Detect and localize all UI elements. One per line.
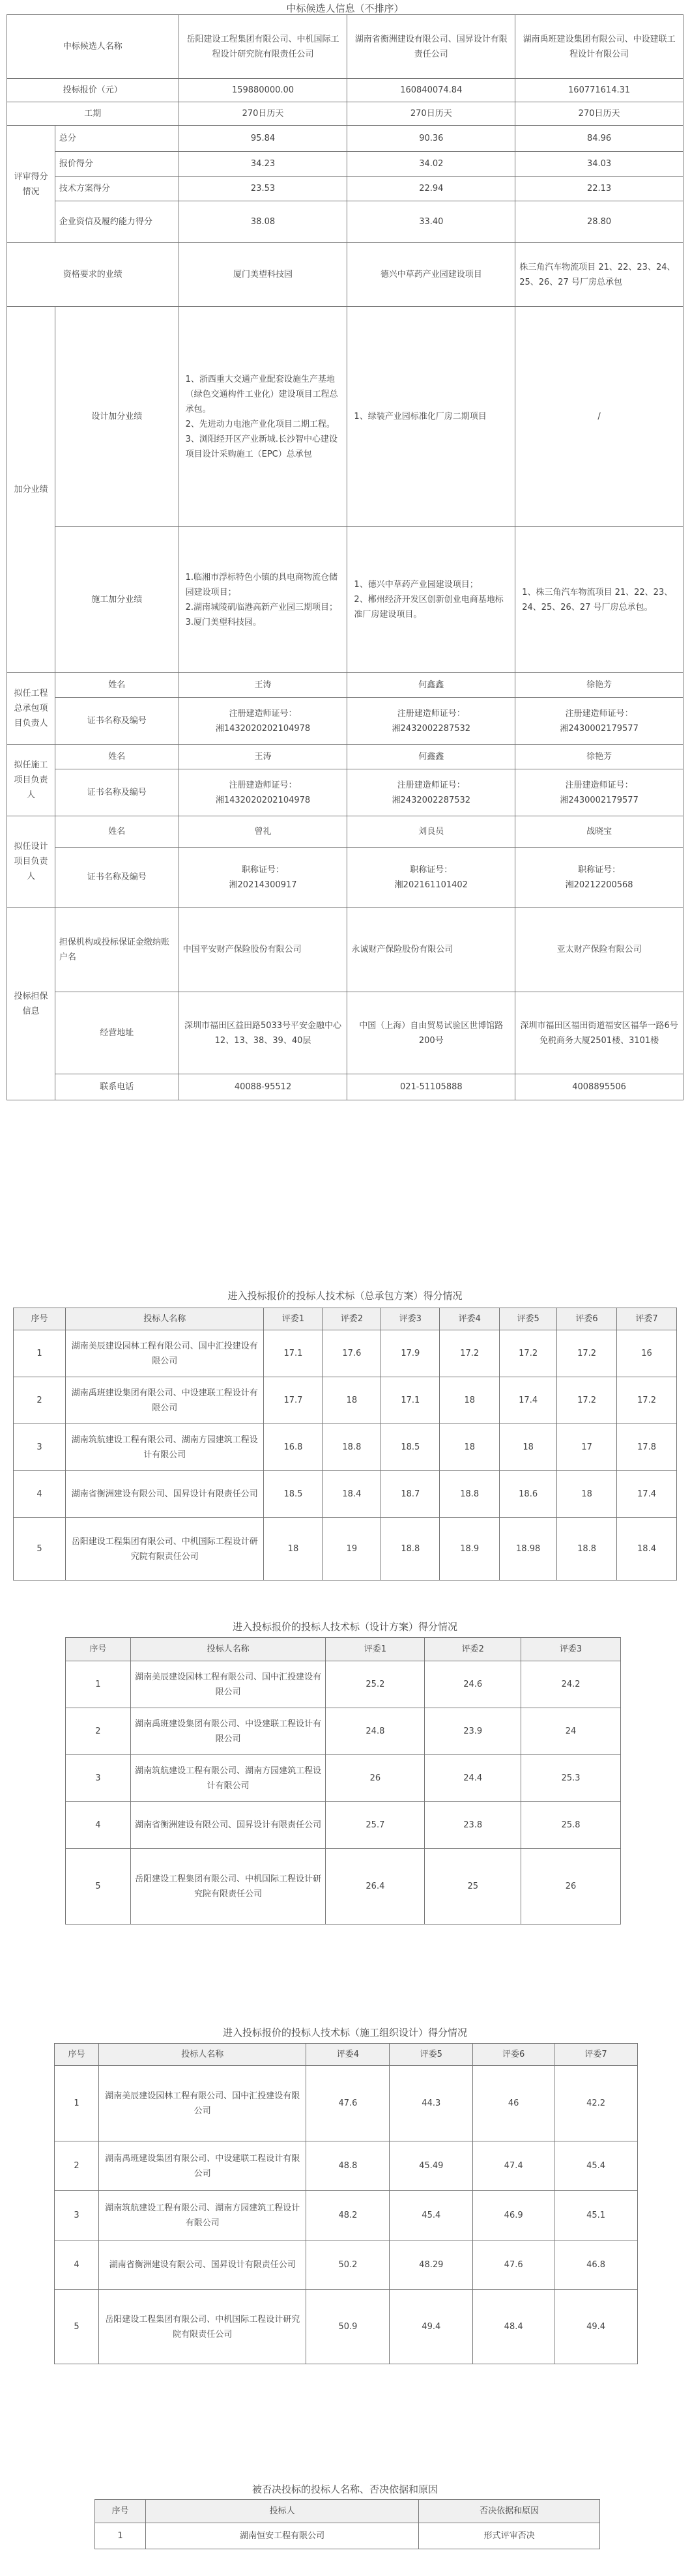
score-cell: 24.2: [521, 1661, 621, 1708]
row-no: 2: [55, 2141, 99, 2191]
score-cell: 18: [440, 1377, 500, 1424]
table-row: [66, 1849, 621, 1925]
score-cell: 18.8: [557, 1518, 617, 1581]
pm-design-label: 拟任设计项目负责人: [7, 816, 55, 908]
score-cell: 18: [440, 1424, 500, 1471]
score-price-1: 34.23: [179, 152, 347, 177]
s4-header-no: 序号: [55, 2044, 99, 2066]
score-cell: 45.4: [554, 2141, 638, 2191]
row-name: 湖南禹班建设集团有限公司、中设建联工程设计有限公司: [130, 1708, 326, 1755]
score-cell: 17.6: [323, 1330, 381, 1377]
row-name: 岳阳建设工程集团有限公司、中机国际工程设计研究院有限责任公司: [65, 1518, 264, 1581]
row-no: 5: [14, 1518, 66, 1581]
bonus-label: 加分业绩: [7, 307, 55, 673]
score-total-3: 84.96: [515, 126, 683, 152]
row-no: 3: [66, 1755, 131, 1802]
construct-2: 1、德兴中草药产业园建设项目； 2、郴州经济开发区创新创业电商基地标准厂房建设项目。: [347, 527, 515, 673]
row-no: 1: [95, 2523, 146, 2549]
score-cell: 48.2: [306, 2191, 390, 2240]
s2-header-judge1: 评委1: [264, 1308, 323, 1330]
s2-header-judge5: 评委5: [500, 1308, 557, 1330]
pm-general-cert-label: 证书名称及编号: [55, 698, 179, 745]
score-cell: 24.8: [326, 1708, 425, 1755]
score-label-price: 报价得分: [55, 152, 179, 177]
pm-general-name-label: 姓名: [55, 673, 179, 698]
row-name: 湖南省衡洲建设有限公司、国昇设计有限责任公司: [98, 2240, 306, 2290]
section2-title: 进入投标报价的投标人技术标（总承包方案）得分情况: [227, 1290, 463, 1302]
row-name: 湖南美辰建设园林工程有限公司、国中汇投建设有限公司: [130, 1661, 326, 1708]
score-cell: 17.4: [500, 1377, 557, 1424]
score-cell: 26: [326, 1755, 425, 1802]
pm-design-name-1: 曾礼: [179, 816, 347, 848]
row-name: 湖南禹班建设集团有限公司、中设建联工程设计有限公司: [98, 2141, 306, 2191]
row-reason: 形式评审否决: [419, 2523, 600, 2549]
score-cell: 24.4: [425, 1755, 521, 1802]
score-cell: 48.29: [390, 2240, 473, 2290]
pm-design-name-2: 刘良员: [347, 816, 515, 848]
score-cell: 23.8: [425, 1802, 521, 1849]
s5-header-no: 序号: [95, 2500, 146, 2523]
score-price-3: 34.03: [515, 152, 683, 177]
pm-design-cert-2: 职称证号： 湘202161101402: [347, 848, 515, 908]
pm-general-name-2: 何鑫鑫: [347, 673, 515, 698]
construct-3: 1、株三角汽车物流项目 21、22、23、24、25、26、27 号厂房总承包。: [515, 527, 683, 673]
pm-construct-name-1: 王涛: [179, 745, 347, 769]
score-cell: 18.6: [500, 1471, 557, 1518]
score-cell: 17.1: [381, 1377, 440, 1424]
s3-header-judge1: 评委1: [326, 1638, 425, 1661]
row-no: 1: [55, 2066, 99, 2141]
table-row: [14, 1377, 677, 1424]
score-cell: 47.4: [473, 2141, 554, 2191]
score-cell: 18: [264, 1518, 323, 1581]
row-name: 湖南恒安工程有限公司: [145, 2523, 418, 2549]
score-cell: 16.8: [264, 1424, 323, 1471]
pm-general-cert-2: 注册建造师证号： 湘2432002287532: [347, 698, 515, 745]
construct-1: 1.临湘市浮标特色小镇的具电商物流仓储园建设项目； 2.湖南城陵矶临港高新产业园三期项目； 3.厦门美望科技园。: [179, 527, 347, 673]
score-cell: 18.9: [440, 1518, 500, 1581]
score-label-credit: 企业资信及履约能力得分: [55, 201, 179, 243]
score-cell: 17.7: [264, 1377, 323, 1424]
pm-construct-name-2: 何鑫鑫: [347, 745, 515, 769]
score-cell: 18.8: [381, 1518, 440, 1581]
table-row: [14, 1518, 677, 1581]
duration-label: 工期: [7, 102, 179, 126]
s3-header-judge3: 评委3: [521, 1638, 621, 1661]
score-cell: 50.9: [306, 2290, 390, 2364]
score-cell: 19: [323, 1518, 381, 1581]
score-cell: 18.98: [500, 1518, 557, 1581]
score-label-tech: 技术方案得分: [55, 177, 179, 201]
score-cell: 17.9: [381, 1330, 440, 1377]
table-row: [14, 1471, 677, 1518]
score-label-total: 总分: [55, 126, 179, 152]
row-no: 4: [55, 2240, 99, 2290]
score-cell: 25.8: [521, 1802, 621, 1849]
address-1: 深圳市福田区益田路5033号平安金融中心12、13、38、39、40层: [179, 992, 347, 1074]
address-label: 经营地址: [55, 992, 179, 1074]
score-cell: 42.2: [554, 2066, 638, 2141]
insurer-label: 担保机构或投标保证金缴纳账户名: [55, 908, 179, 992]
insurer-2: 永诚财产保险股份有限公司: [347, 908, 515, 992]
table-row: [55, 2066, 638, 2141]
row-no: 3: [55, 2191, 99, 2240]
score-cell: 45.1: [554, 2191, 638, 2240]
insurer-3: 亚太财产保险有限公司: [515, 908, 683, 992]
score-cell: 18: [557, 1471, 617, 1518]
candidate-2: 湖南省衡洲建设有限公司、国昇设计有限责任公司: [347, 15, 515, 79]
score-cell: 26.4: [326, 1849, 425, 1925]
score-cell: 24.6: [425, 1661, 521, 1708]
qual-2: 德兴中草药产业园建设项目: [347, 243, 515, 307]
table-row: [66, 1802, 621, 1849]
pm-construct-cert-2: 注册建造师证号： 湘2432002287532: [347, 769, 515, 816]
score-cell: 46.8: [554, 2240, 638, 2290]
s4-header-judge4: 评委4: [306, 2044, 390, 2066]
score-cell: 18.4: [617, 1518, 677, 1581]
table-row: [55, 2240, 638, 2290]
score-tech-1: 23.53: [179, 177, 347, 201]
score-cell: 17.2: [500, 1330, 557, 1377]
s2-header-no: 序号: [14, 1308, 66, 1330]
score-cell: 18: [323, 1377, 381, 1424]
qual-3: 株三角汽车物流项目 21、22、23、24、25、26、27 号厂房总承包: [515, 243, 683, 307]
phone-3: 4008895506: [515, 1074, 683, 1100]
table-row: [66, 1708, 621, 1755]
score-total-2: 90.36: [347, 126, 515, 152]
score-cell: 44.3: [390, 2066, 473, 2141]
pm-design-cert-1: 职称证号： 湘20214300917: [179, 848, 347, 908]
pm-design-name-label: 姓名: [55, 816, 179, 848]
score-cell: 46: [473, 2066, 554, 2141]
pm-design-cert-3: 职称证号： 湘20212200568: [515, 848, 683, 908]
section5-title: 被否决投标的投标人名称、否决依据和原因: [252, 2483, 438, 2495]
row-name: 湖南筑航建设工程有限公司、湖南方园建筑工程设计有限公司: [65, 1424, 264, 1471]
pm-construct-name-3: 徐艳芳: [515, 745, 683, 769]
score-cell: 23.9: [425, 1708, 521, 1755]
row-no: 5: [55, 2290, 99, 2364]
score-tech-3: 22.13: [515, 177, 683, 201]
score-cell: 45.49: [390, 2141, 473, 2191]
score-cell: 47.6: [306, 2066, 390, 2141]
score-credit-1: 38.08: [179, 201, 347, 243]
score-cell: 45.4: [390, 2191, 473, 2240]
score-cell: 17.1: [264, 1330, 323, 1377]
design-3: /: [515, 307, 683, 527]
bid-price-3: 160771614.31: [515, 79, 683, 102]
pm-construct-label: 拟任施工项目负责人: [7, 745, 55, 816]
score-cell: 25.2: [326, 1661, 425, 1708]
construct-label: 施工加分业绩: [55, 527, 179, 673]
score-cell: 48.8: [306, 2141, 390, 2191]
qual-label: 资格要求的业绩: [7, 243, 179, 307]
row-no: 1: [66, 1661, 131, 1708]
score-cell: 17.2: [557, 1377, 617, 1424]
s2-header-name: 投标人名称: [65, 1308, 264, 1330]
candidate-table: [7, 14, 683, 1100]
score-price-2: 34.02: [347, 152, 515, 177]
score-credit-2: 33.40: [347, 201, 515, 243]
bid-price-2: 160840074.84: [347, 79, 515, 102]
s2-header-judge7: 评委7: [617, 1308, 677, 1330]
table-row: [66, 1755, 621, 1802]
section1-title: 中标候选人信息（不排序）: [286, 3, 404, 14]
score-cell: 50.2: [306, 2240, 390, 2290]
s2-header-judge2: 评委2: [323, 1308, 381, 1330]
guarantee-label: 投标担保信息: [7, 908, 55, 1100]
score-cell: 18.4: [323, 1471, 381, 1518]
score-cell: 25.7: [326, 1802, 425, 1849]
score-cell: 16: [617, 1330, 677, 1377]
score-cell: 18: [500, 1424, 557, 1471]
row-no: 1: [14, 1330, 66, 1377]
s5-header-reason: 否决依据和原因: [419, 2500, 600, 2523]
table-row: [55, 2290, 638, 2364]
score-cell: 17: [557, 1424, 617, 1471]
score-cell: 25.3: [521, 1755, 621, 1802]
design-1: 1、浙西重大交通产业配套设施生产基地（绿色交通构件工业化）建设项目工程总承包。 2、先进动力电池产业化项目二期工程。 3、浏阳经开区产业新城.长沙智中心建设项目设计采购施工（EPC）总承包: [179, 307, 347, 527]
row-name: 湖南省衡洲建设有限公司、国昇设计有限责任公司: [65, 1471, 264, 1518]
row-no: 2: [66, 1708, 131, 1755]
duration-3: 270日历天: [515, 102, 683, 126]
s2-header-judge3: 评委3: [381, 1308, 440, 1330]
score-total-1: 95.84: [179, 126, 347, 152]
score-cell: 17.4: [617, 1471, 677, 1518]
score-cell: 18.7: [381, 1471, 440, 1518]
design-2: 1、绿装产业园标准化厂房二期项目: [347, 307, 515, 527]
s3-header-judge2: 评委2: [425, 1638, 521, 1661]
review-label: 评审得分情况: [7, 126, 55, 243]
score-cell: 17.2: [440, 1330, 500, 1377]
row-name: 湖南美辰建设园林工程有限公司、国中汇投建设有限公司: [98, 2066, 306, 2141]
score-cell: 18.5: [381, 1424, 440, 1471]
row-no: 4: [66, 1802, 131, 1849]
bid-price-label: 投标报价（元）: [7, 79, 179, 102]
address-3: 深圳市福田区福田街道福安区福华一路6号免税商务大厦2501楼、3101楼: [515, 992, 683, 1074]
table-row: [14, 1330, 677, 1377]
phone-2: 021-51105888: [347, 1074, 515, 1100]
table-row: [55, 2191, 638, 2240]
score-cell: 24: [521, 1708, 621, 1755]
table-row: [55, 2141, 638, 2191]
score-cell: 49.4: [554, 2290, 638, 2364]
pm-general-cert-1: 注册建造师证号： 湘1432020202104978: [179, 698, 347, 745]
section3-title: 进入投标报价的投标人技术标（设计方案）得分情况: [232, 1621, 457, 1633]
duration-1: 270日历天: [179, 102, 347, 126]
address-2: 中国（上海）自由贸易试验区世博馆路200号: [347, 992, 515, 1074]
candidate-1: 岳阳建设工程集团有限公司、中机国际工程设计研究院有限责任公司: [179, 15, 347, 79]
tech-score-table-overall: [13, 1308, 677, 1581]
s5-header-bidder: 投标人: [145, 2500, 418, 2523]
score-cell: 17.8: [617, 1424, 677, 1471]
row-no: 5: [66, 1849, 131, 1925]
s4-header-judge7: 评委7: [554, 2044, 638, 2066]
insurer-1: 中国平安财产保险股份有限公司: [179, 908, 347, 992]
score-cell: 18.8: [323, 1424, 381, 1471]
s3-header-no: 序号: [66, 1638, 131, 1661]
score-cell: 25: [425, 1849, 521, 1925]
row-name: 湖南筑航建设工程有限公司、湖南方园建筑工程设计有限公司: [130, 1755, 326, 1802]
score-credit-3: 28.80: [515, 201, 683, 243]
row-name: 湖南筑航建设工程有限公司、湖南方园建筑工程设计有限公司: [98, 2191, 306, 2240]
candidate-3: 湖南禹班建设集团有限公司、中设建联工程设计有限公司: [515, 15, 683, 79]
design-label: 设计加分业绩: [55, 307, 179, 527]
s3-header-name: 投标人名称: [130, 1638, 326, 1661]
score-cell: 17.2: [557, 1330, 617, 1377]
table-row: [66, 1661, 621, 1708]
s4-header-judge5: 评委5: [390, 2044, 473, 2066]
score-cell: 48.4: [473, 2290, 554, 2364]
candidate-label: 中标候选人名称: [7, 15, 179, 79]
tech-score-table-design: [65, 1637, 621, 1925]
score-cell: 26: [521, 1849, 621, 1925]
score-cell: 46.9: [473, 2191, 554, 2240]
pm-construct-cert-label: 证书名称及编号: [55, 769, 179, 816]
row-name: 岳阳建设工程集团有限公司、中机国际工程设计研究院有限责任公司: [130, 1849, 326, 1925]
row-no: 4: [14, 1471, 66, 1518]
row-name: 湖南美辰建设园林工程有限公司、国中汇投建设有限公司: [65, 1330, 264, 1377]
pm-design-name-3: 战晓宝: [515, 816, 683, 848]
score-cell: 18.5: [264, 1471, 323, 1518]
phone-label: 联系电话: [55, 1074, 179, 1100]
row-name: 湖南禹班建设集团有限公司、中设建联工程设计有限公司: [65, 1377, 264, 1424]
score-cell: 18.8: [440, 1471, 500, 1518]
pm-construct-name-label: 姓名: [55, 745, 179, 769]
tech-score-table-construction: [54, 2043, 638, 2364]
row-name: 岳阳建设工程集团有限公司、中机国际工程设计研究院有限责任公司: [98, 2290, 306, 2364]
s2-header-judge4: 评委4: [440, 1308, 500, 1330]
table-row: [95, 2523, 600, 2549]
pm-general-label: 拟任工程总承包项目负责人: [7, 673, 55, 745]
bid-price-1: 159880000.00: [179, 79, 347, 102]
pm-general-name-1: 王涛: [179, 673, 347, 698]
pm-construct-cert-1: 注册建造师证号： 湘1432020202104978: [179, 769, 347, 816]
pm-construct-cert-3: 注册建造师证号： 湘2430002179577: [515, 769, 683, 816]
s2-header-judge6: 评委6: [557, 1308, 617, 1330]
score-cell: 47.6: [473, 2240, 554, 2290]
pm-general-name-3: 徐艳芳: [515, 673, 683, 698]
score-cell: 49.4: [390, 2290, 473, 2364]
pm-general-cert-3: 注册建造师证号： 湘2430002179577: [515, 698, 683, 745]
qual-1: 厦门美望科技园: [179, 243, 347, 307]
s4-header-name: 投标人名称: [98, 2044, 306, 2066]
score-tech-2: 22.94: [347, 177, 515, 201]
row-no: 2: [14, 1377, 66, 1424]
table-row: [14, 1424, 677, 1471]
phone-1: 40088-95512: [179, 1074, 347, 1100]
row-name: 湖南省衡洲建设有限公司、国昇设计有限责任公司: [130, 1802, 326, 1849]
duration-2: 270日历天: [347, 102, 515, 126]
rejected-bidder-table: [94, 2499, 600, 2549]
score-cell: 17.2: [617, 1377, 677, 1424]
section4-title: 进入投标报价的投标人技术标（施工组织设计）得分情况: [222, 2027, 467, 2039]
row-no: 3: [14, 1424, 66, 1471]
s4-header-judge6: 评委6: [473, 2044, 554, 2066]
pm-design-cert-label: 证书名称及编号: [55, 848, 179, 908]
